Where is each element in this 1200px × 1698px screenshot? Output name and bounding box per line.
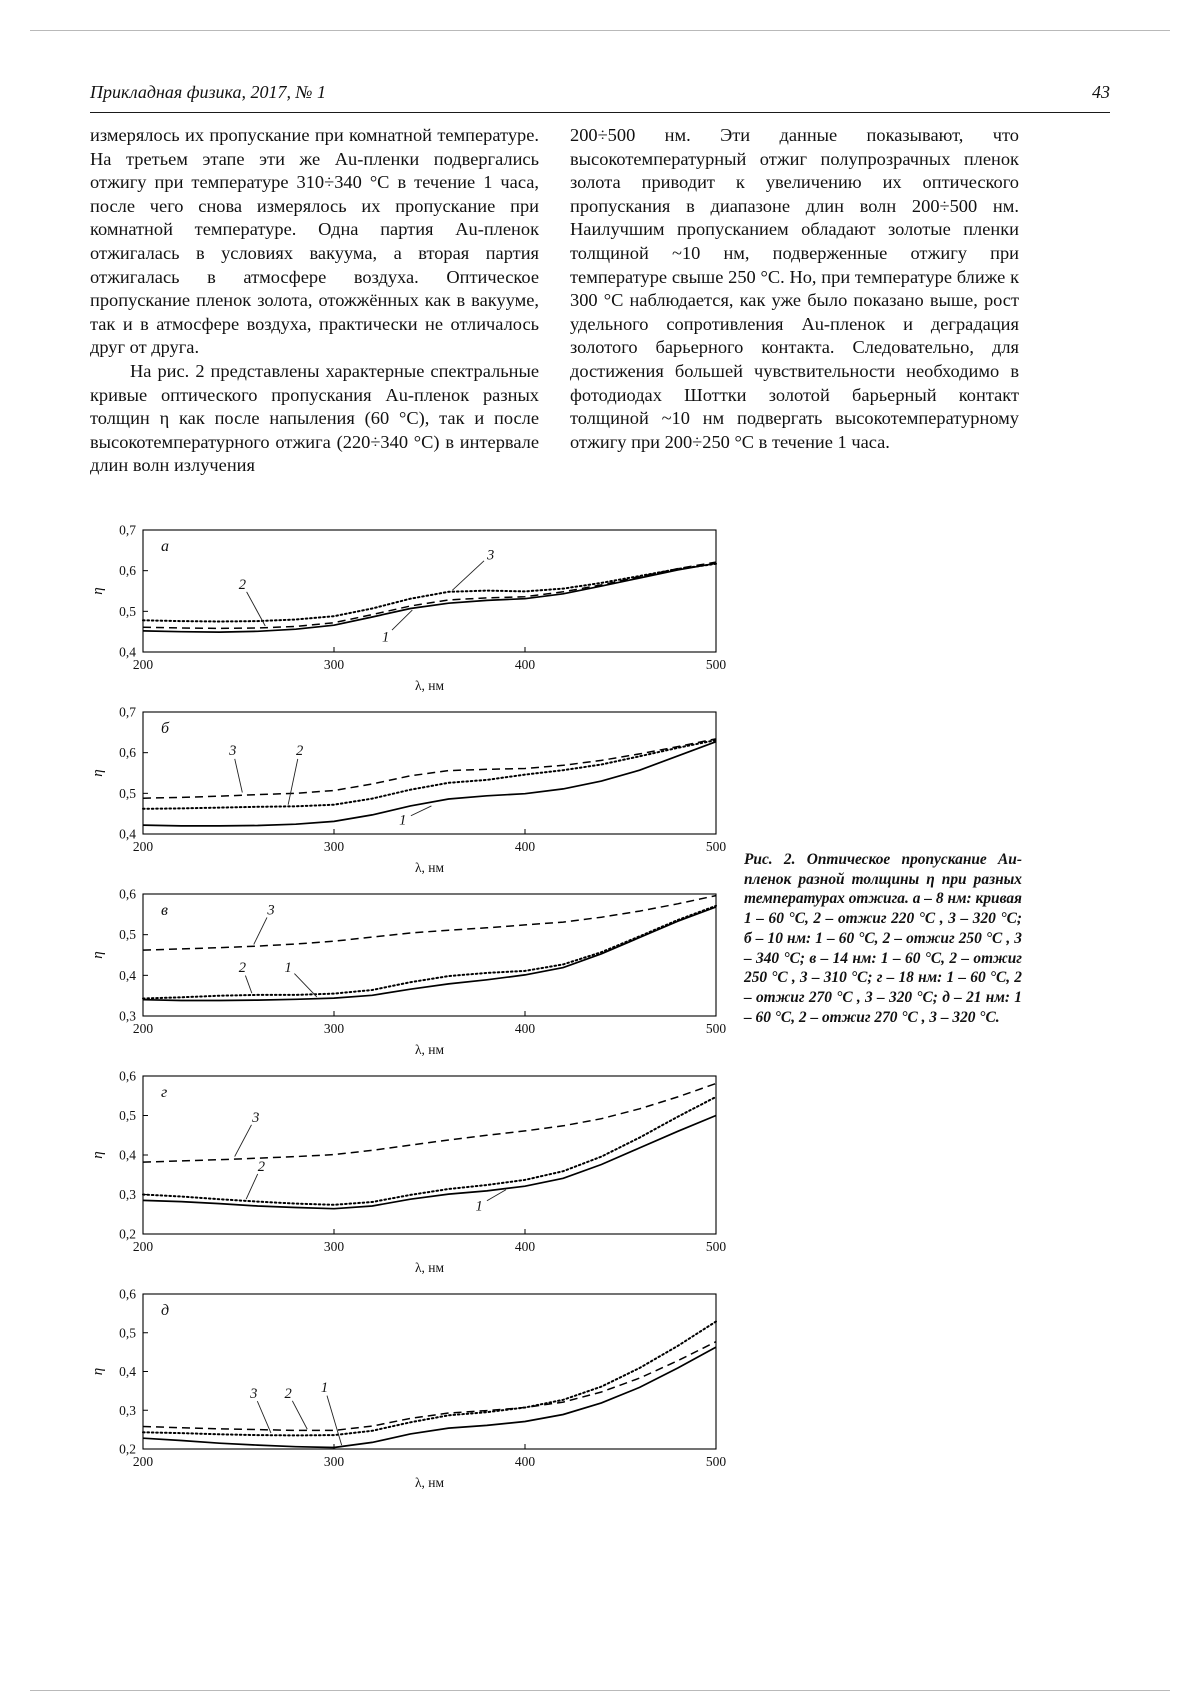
y-axis-label: η (90, 951, 106, 959)
y-tick-label: 0,6 (119, 745, 136, 761)
y-tick-label: 0,5 (119, 1325, 136, 1341)
body-paragraph: На рис. 2 представлены характерные спектральные кривые оптического пропускания Au-пленок разных толщин η как после напыления (60 °С), так и после высокотемпературного отжига (220÷340 °С) в интервале длин волн излучения (90, 360, 539, 476)
body-paragraph: 200÷500 нм. Эти данные показывают, что высокотемпературный отжиг полупрозрачных пленок золота приводит к увеличению их оптического пропускания в диапазоне длин волн 200÷500 нм. Наилучшим пропусканием обладают золотые пленки толщиной ~10 нм, подверженные отжигу при температуре свыше 250 °С. Но, при температуре ближе к 300 °С наблюдается, как уже было показано выше, рост удельного сопротивления Au-пленок и деградация золотого барьерного контакта. Следовательно, для достижения большей чувствительности необходимо в фотодиодах Шоттки золотой барьерный контакт толщиной ~10 нм подвергать высокотемпературному отжигу при 200÷250 °С в течение 1 часа. (570, 125, 1019, 452)
page-edge-line-bottom (30, 1690, 1170, 1691)
y-tick-label: 0,4 (119, 1147, 136, 1163)
chart-panel-г (86, 1062, 748, 1280)
panel-label: г (161, 1084, 168, 1101)
curve-label-1: 1 (284, 960, 292, 977)
x-tick-label: 200 (132, 657, 154, 672)
curve-label-1: 1 (475, 1198, 483, 1215)
chart-panel-в (86, 880, 748, 1062)
y-tick-label: 0,5 (119, 603, 136, 619)
curve-label-2: 2 (238, 576, 246, 593)
series-1-solid-line (143, 907, 716, 1001)
y-tick-label: 0,7 (119, 522, 136, 538)
curve-label-1: 1 (381, 629, 390, 646)
y-tick-label: 0,3 (119, 1402, 136, 1418)
panel-label: а (161, 538, 169, 555)
curve-label-leader (254, 917, 267, 944)
x-axis-label: λ, нм (414, 1260, 445, 1275)
y-axis-label: η (90, 1151, 106, 1159)
curve-label-leader (487, 1190, 506, 1201)
x-tick-label: 200 (132, 1239, 154, 1254)
series-2-dotted-line (143, 906, 716, 999)
x-tick-label: 300 (323, 1021, 345, 1036)
y-tick-label: 0,3 (119, 1187, 136, 1202)
page-edge-line-top (30, 30, 1170, 31)
x-tick-label: 500 (705, 1021, 727, 1036)
curve-label-2: 2 (257, 1158, 266, 1175)
curve-label-2: 2 (295, 743, 304, 760)
x-tick-label: 200 (132, 1021, 154, 1036)
curve-label-1: 1 (320, 1380, 329, 1397)
y-axis-label: η (90, 769, 106, 777)
x-tick-label: 400 (514, 839, 536, 854)
curve-label-leader (246, 1174, 258, 1199)
curve-label-leader (411, 806, 432, 816)
y-tick-label: 0,4 (119, 826, 136, 842)
series-1-solid-line (143, 1116, 716, 1209)
curve-label-leader (392, 610, 412, 630)
curve-label-leader (452, 561, 484, 590)
plot-frame (143, 1294, 716, 1449)
curve-label-3: 3 (229, 743, 237, 760)
series-1-solid-line (143, 1347, 716, 1447)
curve-label-1: 1 (399, 812, 407, 829)
y-axis-label: η (90, 587, 106, 595)
chart-panel-д (86, 1280, 748, 1495)
y-tick-label: 0,4 (119, 967, 136, 983)
curve-label-3: 3 (250, 1385, 258, 1402)
y-tick-label: 0,6 (119, 563, 136, 579)
curve-label-leader (257, 1401, 271, 1433)
x-tick-label: 300 (323, 1454, 345, 1469)
curve-label-leader (292, 1401, 307, 1429)
curve-label-3: 3 (486, 547, 495, 564)
curve-label-3: 3 (267, 902, 275, 919)
curve-label-leader (235, 1125, 252, 1157)
text-column-right (570, 124, 1019, 454)
series-2-dashed-line (143, 562, 716, 628)
x-tick-label: 400 (514, 1239, 536, 1254)
figure-2-caption: Рис. 2. Оптическое пропускание Au-пленок разной толщины η при разных температурах отжига. а – 8 нм: кривая 1 – 60 °С, 2 – отжиг 220 °С , 3 – 320 °С; б – 10 нм: 1 – 60 °С, 2 – отжиг 250 °С , 3 – 340 °С; в – 14 нм: 1 – 60 °С, 2 – отжиг 250 °С , 3 – 310 °С; г – 18 нм: 1 – 60 °С, 2 – отжиг 270 °С , 3 – 320 °С; д – 21 нм: 1 – 60 °С, 2 – отжиг 270 °С , 3 – 320 °С. (744, 851, 1022, 1026)
x-tick-label: 400 (514, 1454, 536, 1469)
y-axis-label: η (90, 1367, 106, 1376)
y-tick-label: 0,5 (119, 785, 136, 801)
panel-label: д (161, 1302, 170, 1319)
y-tick-label: 0,2 (119, 1441, 136, 1457)
y-tick-label: 0,7 (119, 704, 136, 720)
page-number: 43 (1092, 82, 1110, 102)
series-2-dotted-line (143, 1097, 716, 1205)
y-tick-label: 0,6 (119, 886, 136, 902)
curve-label-leader (294, 974, 316, 997)
curve-label-leader (288, 759, 298, 805)
x-tick-label: 500 (705, 1239, 727, 1254)
series-3-dotted-line (143, 1322, 716, 1436)
curve-label-2: 2 (284, 1385, 292, 1402)
series-2-dashed-line (143, 1342, 716, 1431)
curve-label-leader (235, 759, 243, 793)
series-3-dotted-line (143, 564, 716, 622)
y-tick-label: 0,5 (119, 927, 136, 943)
x-axis-label: λ, нм (414, 860, 445, 875)
x-tick-label: 500 (705, 657, 727, 672)
y-tick-label: 0,4 (119, 644, 136, 660)
chart-panel-а (86, 516, 748, 698)
x-tick-label: 200 (132, 1454, 154, 1469)
chart-panel-б (86, 698, 748, 880)
x-tick-label: 200 (132, 839, 154, 854)
curve-label-leader (245, 976, 251, 994)
y-tick-label: 0,6 (119, 1068, 136, 1084)
y-tick-label: 0,6 (119, 1286, 136, 1302)
curve-label-3: 3 (252, 1109, 260, 1126)
x-tick-label: 300 (323, 1239, 345, 1254)
plot-frame (143, 1076, 716, 1234)
curve-label-2: 2 (238, 960, 246, 977)
panel-label: в (161, 902, 168, 919)
y-tick-label: 0,2 (119, 1226, 136, 1242)
curve-label-leader (327, 1396, 342, 1445)
x-tick-label: 500 (705, 1454, 727, 1469)
y-tick-label: 0,5 (119, 1108, 136, 1123)
journal-title: Прикладная физика, 2017, № 1 (90, 82, 326, 102)
x-tick-label: 300 (323, 839, 345, 854)
x-tick-label: 400 (514, 657, 536, 672)
x-tick-label: 300 (323, 657, 345, 672)
figure-2-charts (86, 516, 748, 1495)
plot-frame (143, 530, 716, 652)
x-tick-label: 400 (514, 1021, 536, 1036)
series-3-dashed-line (143, 1084, 716, 1163)
y-tick-label: 0,3 (119, 1008, 136, 1024)
x-axis-label: λ, нм (414, 1042, 445, 1057)
x-tick-label: 500 (705, 839, 727, 854)
x-axis-label: λ, нм (414, 678, 445, 693)
x-axis-label: λ, нм (414, 1475, 445, 1490)
text-column-left (90, 124, 539, 478)
panel-label: б (161, 720, 170, 737)
body-paragraph: измерялось их пропускание при комнатной температуре. На третьем этапе эти же Au-пленки подвергались отжигу при температуре 310÷340 °С в течение 1 часа, после чего снова измерялось их пропускание при комнатной температуре. Одна партия Au-пленок отжигалась в условиях вакуума, а вторая партия отжигалась в атмосфере воздуха. Оптическое пропускание пленок золота, отожжённых как в вакууме, так и в атмосфере воздуха, практически не отличалось друг от друга. (90, 125, 539, 358)
page-header (90, 82, 1110, 113)
y-tick-label: 0,4 (119, 1364, 136, 1379)
